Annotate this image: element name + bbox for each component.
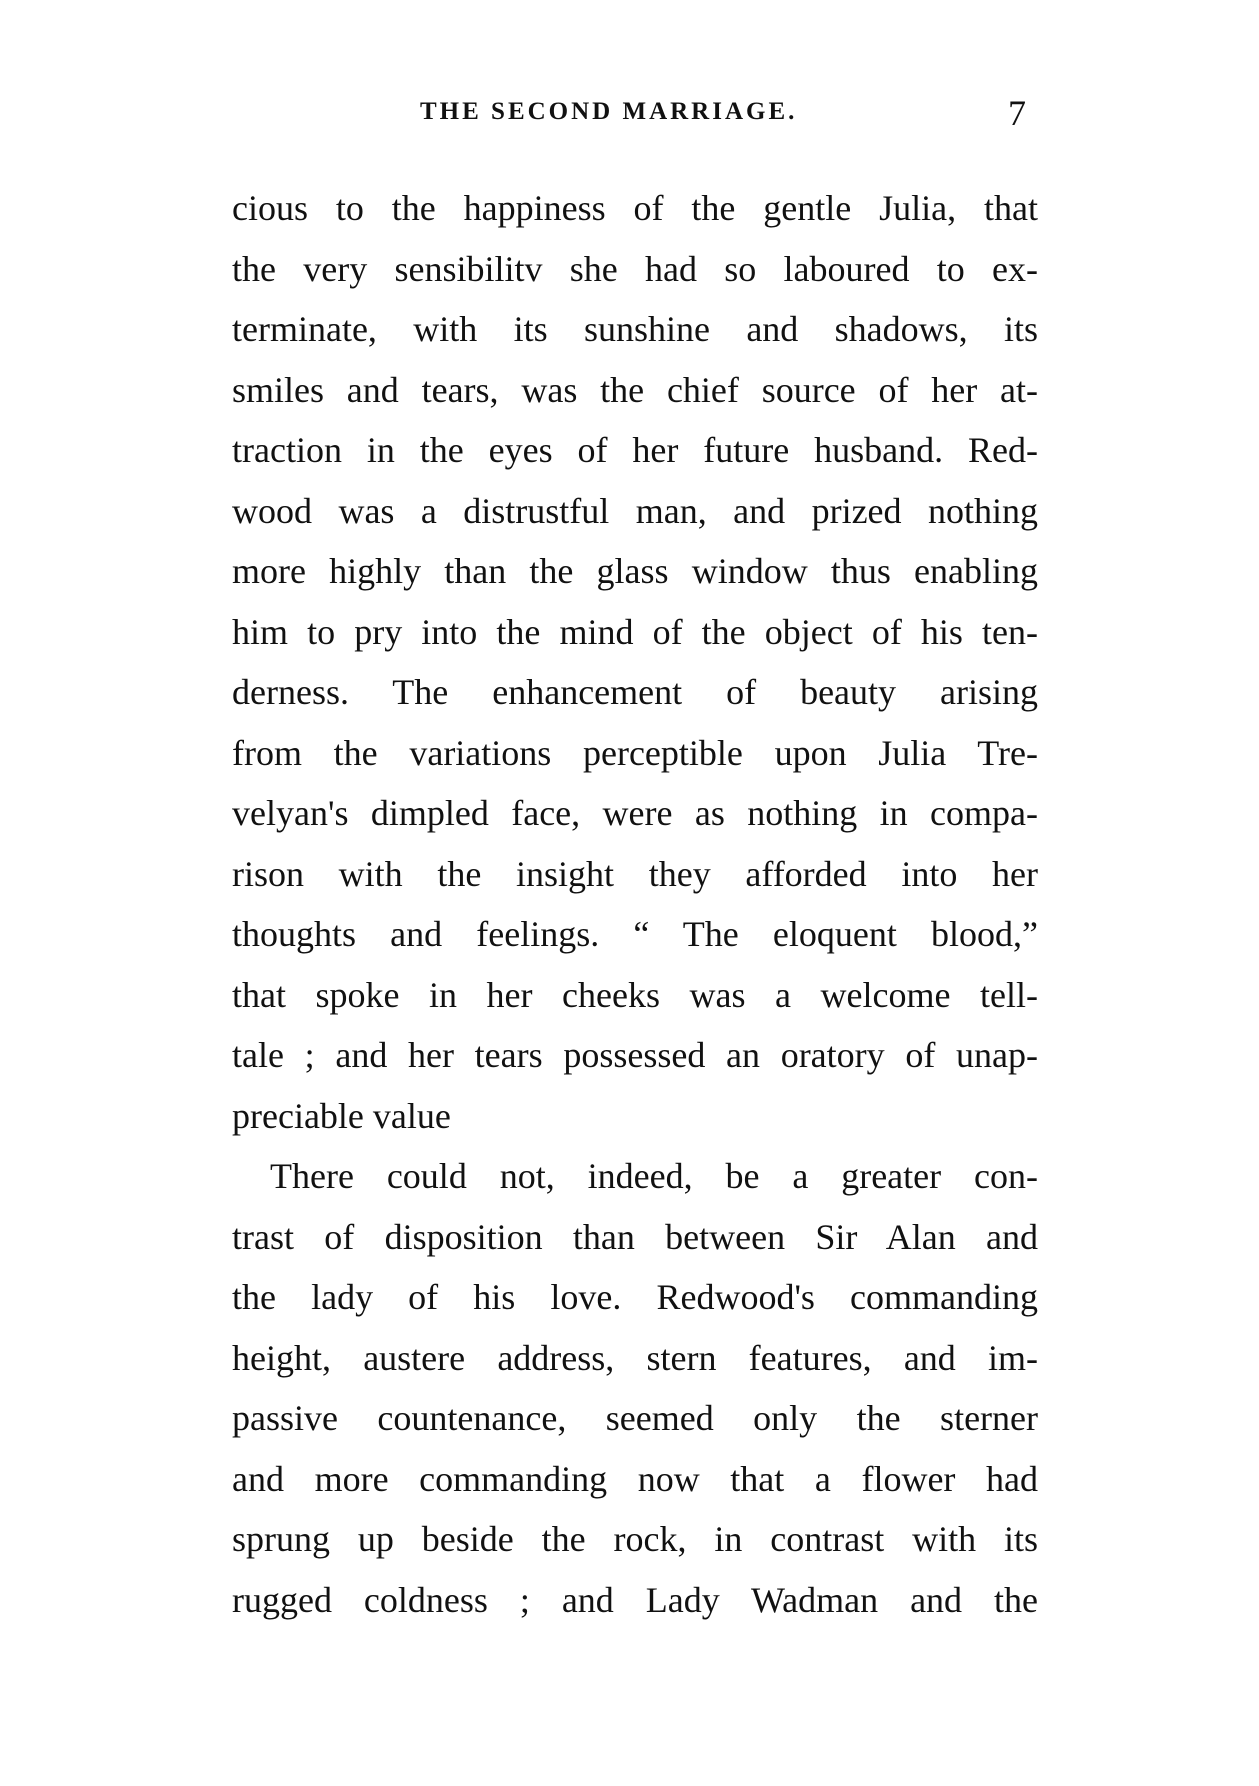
text-line: height, austere address, stern features, and im- — [232, 1337, 1038, 1378]
paragraph-1 — [232, 178, 1038, 1146]
text-line: trast of disposition than between Sir Alan and — [232, 1216, 1038, 1257]
text-line: preciable value — [232, 1095, 451, 1136]
text-line: passive countenance, seemed only the sterner — [232, 1398, 1038, 1438]
text-line: the lady of his love. Redwood's commanding — [232, 1277, 1038, 1317]
text-line: and more commanding now that a flower had — [232, 1458, 1038, 1499]
text-line: cious to the happiness of the gentle Julia, that — [232, 188, 1038, 228]
page-number: 7 — [1008, 93, 1026, 133]
text-line: derness. The enhancement of beauty arising — [232, 672, 1038, 712]
text-line: There could not, indeed, be a greater con- — [270, 1156, 1038, 1196]
running-head: THE SECOND MARRIAGE. — [420, 98, 798, 125]
text-line: smiles and tears, was the chief source of her at- — [232, 369, 1038, 410]
text-line: wood was a distrustful man, and prized nothing — [232, 490, 1038, 531]
text-line: from the variations perceptible upon Julia Tre- — [232, 732, 1038, 773]
text-line: rison with the insight they afforded into her — [232, 853, 1038, 894]
text-line: more highly than the glass window thus enabling — [232, 551, 1038, 591]
text-line: that spoke in her cheeks was a welcome tell- — [232, 974, 1038, 1015]
text-line: sprung up beside the rock, in contrast with its — [232, 1519, 1038, 1559]
text-line: the very sensibilitv she had so laboured to ex- — [232, 248, 1038, 289]
text-line: thoughts and feelings. “ The eloquent blood,” — [232, 914, 1038, 954]
text-line: terminate, with its sunshine and shadows, its — [232, 309, 1038, 349]
text-line: tale ; and her tears possessed an oratory of unap- — [232, 1035, 1038, 1075]
text-line: velyan's dimpled face, were as nothing in compa- — [232, 793, 1038, 833]
text-line: him to pry into the mind of the object of his ten- — [232, 611, 1038, 652]
body-text — [232, 178, 1038, 1630]
text-line: traction in the eyes of her future husband. Red- — [232, 430, 1038, 470]
paragraph-2 — [232, 1146, 1038, 1630]
text-line: rugged coldness ; and Lady Wadman and the — [232, 1579, 1038, 1620]
